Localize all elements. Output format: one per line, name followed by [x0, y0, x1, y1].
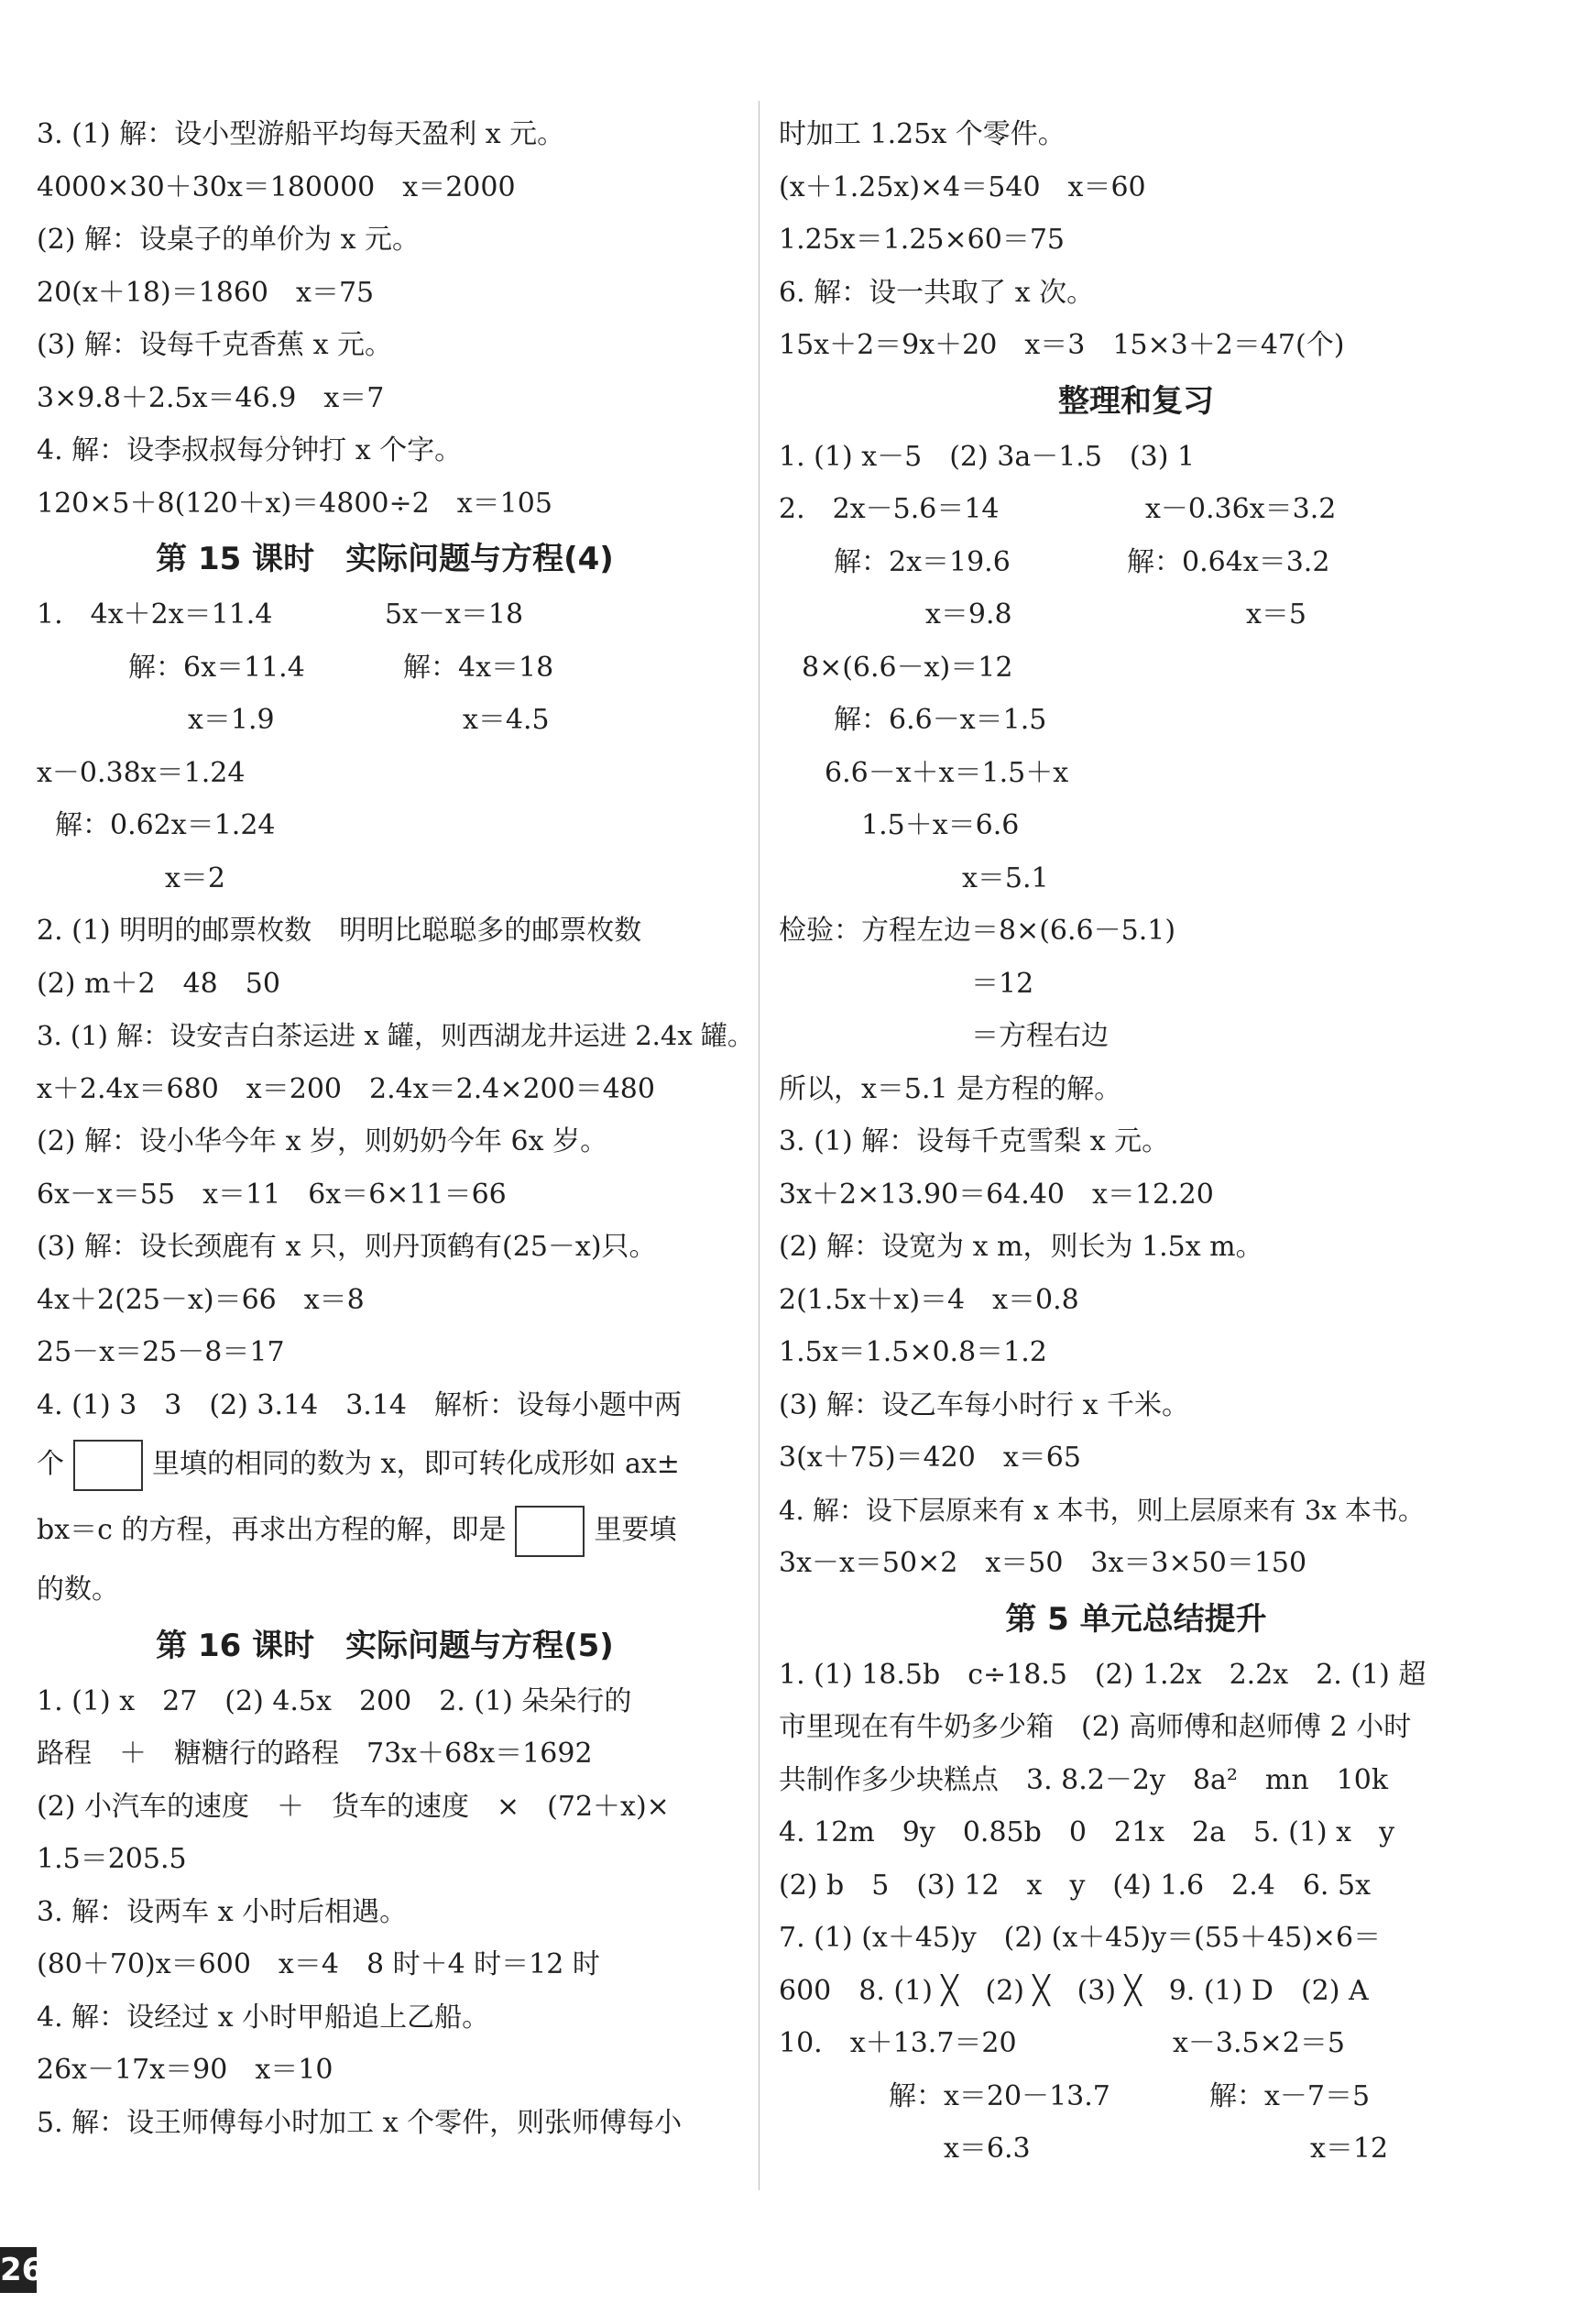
answer-line — [779, 2070, 1493, 2123]
equation: 解：0.64x＝3.2 — [1127, 545, 1330, 578]
answer-line: (2) m＋2 48 50 — [37, 967, 280, 1000]
section-heading-lesson-15: 第 15 课时 实际问题与方程(4) — [156, 541, 614, 577]
equation: x＝1.9 — [188, 704, 275, 736]
answer-line: 6x－x＝55 x＝11 6x＝6×11＝66 — [37, 1178, 507, 1211]
answer-line: 1. (1) 18.5b c÷18.5 (2) 1.2x 2.2x 2. (1) 超 — [779, 1658, 1427, 1691]
answer-line: 4. 解：设下层原来有 x 本书，则上层原来有 3x 本书。 — [779, 1494, 1425, 1526]
answer-line: 4. 解：设李叔叔每分钟打 x 个字。 — [37, 434, 463, 466]
equation: x＝12 — [1310, 2133, 1389, 2165]
answer-line: 共制作多少块糕点 3. 8.2－2y 8a² mn 10k — [779, 1763, 1389, 1796]
column-divider — [759, 101, 760, 2190]
equation: 2. 2x－5.6＝14 — [779, 493, 1000, 525]
answer-line: ＝方程右边 — [971, 1020, 1109, 1052]
answer-line: 6.6－x＋x＝1.5＋x — [825, 756, 1069, 789]
answer-line: 1.5＋x＝6.6 — [861, 809, 1020, 841]
answer-line: 1. (1) x 27 (2) 4.5x 200 2. (1) 朵朵行的 — [37, 1684, 632, 1717]
right-column — [779, 108, 1493, 2176]
answer-line: 4. 12m 9y 0.85b 0 21x 2a 5. (1) x y — [779, 1816, 1395, 1848]
answer-line: (2) 解：设桌子的单价为 x 元。 — [37, 224, 421, 256]
equation: x＝6.3 — [944, 2133, 1031, 2165]
blank-box — [515, 1506, 585, 1557]
answer-line: 120×5＋8(120＋x)＝4800÷2 x＝105 — [37, 487, 552, 520]
answer-line — [779, 2122, 1493, 2176]
answer-line: 25－x＝25－8＝17 — [37, 1336, 285, 1368]
answer-line: x＝2 — [165, 861, 226, 894]
answer-line: 1.25x＝1.25×60＝75 — [779, 224, 1065, 256]
equation: x＝9.8 — [925, 598, 1012, 631]
answer-line: 20(x＋18)＝1860 x＝75 — [37, 276, 375, 309]
answer-line: (2) 小汽车的速度 ＋ 货车的速度 × (72＋x)× — [37, 1790, 670, 1823]
answer-line: 解：0.62x＝1.24 — [55, 809, 276, 841]
answer-line — [37, 1497, 733, 1563]
answer-line: 2(1.5x＋x)＝4 x＝0.8 — [779, 1283, 1079, 1316]
answer-line: 3x－x＝50×2 x＝50 3x＝3×50＝150 — [779, 1547, 1307, 1579]
answer-line: ＝12 — [971, 967, 1034, 1000]
blank-box — [73, 1440, 143, 1491]
answer-line: (2) 解：设小华今年 x 岁，则奶奶今年 6x 岁。 — [37, 1125, 608, 1157]
answer-line: 3(x＋75)＝420 x＝65 — [779, 1442, 1081, 1474]
answer-line: (3) 解：设长颈鹿有 x 只，则丹顶鹤有(25－x)只。 — [37, 1231, 657, 1263]
answer-line: 5. 解：设王师傅每小时加工 x 个零件，则张师傅每小 — [37, 2106, 683, 2139]
answer-line: 3. (1) 解：设小型游船平均每天盈利 x 元。 — [37, 118, 565, 150]
answer-line: 8×(6.6－x)＝12 — [802, 651, 1013, 684]
equation: x－0.36x＝3.2 — [1145, 493, 1337, 525]
answer-line: 3×9.8＋2.5x＝46.9 x＝7 — [37, 381, 385, 414]
answer-line: 1. (1) x－5 (2) 3a－1.5 (3) 1 — [779, 440, 1196, 473]
answer-line: 1.5x＝1.5×0.8＝1.2 — [779, 1336, 1047, 1368]
text-fragment: 里填的相同的数为 x，即可转化成形如 ax± — [152, 1448, 680, 1480]
answer-line: 1.5＝205.5 — [37, 1843, 187, 1875]
equation: x－3.5×2＝5 — [1173, 2027, 1345, 2059]
answer-line — [779, 483, 1493, 536]
answer-line: 3x＋2×13.90＝64.40 x＝12.20 — [779, 1178, 1214, 1211]
answer-line — [779, 588, 1493, 642]
equation: 10. x＋13.7＝20 — [779, 2027, 1017, 2059]
answer-line: 2. (1) 明明的邮票枚数 明明比聪聪多的邮票枚数 — [37, 915, 642, 947]
answer-line — [779, 2017, 1493, 2070]
answer-line: (3) 解：设乙车每小时行 x 千米。 — [779, 1388, 1190, 1421]
answer-line: 4x＋2(25－x)＝66 x＝8 — [37, 1283, 365, 1316]
answer-line: 时加工 1.25x 个零件。 — [779, 118, 1066, 150]
answer-line: (2) 解：设宽为 x m，则长为 1.5x m。 — [779, 1231, 1263, 1263]
answer-line: (3) 解：设每千克香蕉 x 元。 — [37, 329, 393, 361]
equation: 解：2x＝19.6 — [834, 545, 1011, 578]
answer-line: 路程 ＋ 糖糖行的路程 73x＋68x＝1692 — [37, 1738, 593, 1770]
answer-line: 26x－17x＝90 x＝10 — [37, 2054, 333, 2086]
answer-line: 4000×30＋30x＝180000 x＝2000 — [37, 170, 516, 203]
answer-line: 7. (1) (x＋45)y (2) (x＋45)y＝(55＋45)×6＝ — [779, 1922, 1382, 1954]
answer-line: 6. 解：设一共取了 x 次。 — [779, 276, 1095, 309]
section-heading-unit-5-summary: 第 5 单元总结提升 — [1005, 1600, 1267, 1638]
answer-line: 检验：方程左边＝8×(6.6－5.1) — [779, 915, 1176, 947]
answer-line: x＝5.1 — [962, 861, 1049, 894]
equation: 解：x－7＝5 — [1209, 2079, 1371, 2112]
text-fragment: 里要填 — [594, 1514, 677, 1546]
answer-line — [37, 642, 733, 695]
section-heading-lesson-16: 第 16 课时 实际问题与方程(5) — [156, 1627, 614, 1664]
answer-line: 4. (1) 3 3 (2) 3.14 3.14 解析：设每小题中两 — [37, 1388, 682, 1421]
text-fragment: bx＝c 的方程，再求出方程的解，即是 — [37, 1514, 507, 1546]
equation: 1. 4x＋2x＝11.4 — [37, 598, 273, 631]
equation: 解：4x＝18 — [403, 651, 554, 684]
answer-line: 3. 解：设两车 x 小时后相遇。 — [37, 1895, 408, 1928]
answer-line: 600 8. (1) ╳ (2) ╳ (3) ╳ 9. (1) D (2) A — [779, 1974, 1369, 2007]
answer-line — [37, 588, 733, 642]
answer-line — [37, 1431, 733, 1497]
text-fragment: 个 — [37, 1448, 64, 1480]
answer-line: (80＋70)x＝600 x＝4 8 时＋4 时＝12 时 — [37, 1948, 600, 1980]
answer-line — [779, 536, 1493, 589]
equation: 5x－x＝18 — [385, 598, 524, 631]
left-column — [37, 108, 754, 2149]
answer-line: 3. (1) 解：设每千克雪梨 x 元。 — [779, 1125, 1170, 1157]
answer-line: (2) b 5 (3) 12 x y (4) 1.6 2.4 6. 5x — [779, 1869, 1372, 1902]
page-number: 26 — [0, 2247, 37, 2293]
section-heading-review: 整理和复习 — [1058, 382, 1214, 420]
equation: 解：6x＝11.4 — [128, 651, 305, 684]
answer-line: 解：6.6－x＝1.5 — [834, 704, 1047, 736]
answer-line: x－0.38x＝1.24 — [37, 756, 246, 789]
answer-line — [37, 694, 733, 747]
answer-line: 4. 解：设经过 x 小时甲船追上乙船。 — [37, 2001, 490, 2034]
answer-line: x＋2.4x＝680 x＝200 2.4x＝2.4×200＝480 — [37, 1072, 655, 1105]
answer-line: (x＋1.25x)×4＝540 x＝60 — [779, 170, 1146, 203]
answer-line: 市里现在有牛奶多少箱 (2) 高师傅和赵师傅 2 小时 — [779, 1711, 1412, 1743]
equation: x＝4.5 — [463, 704, 550, 736]
answer-line: 3. (1) 解：设安吉白茶运进 x 罐，则西湖龙井运进 2.4x 罐。 — [37, 1020, 754, 1051]
equation: 解：x＝20－13.7 — [889, 2079, 1110, 2112]
answer-line: 的数。 — [37, 1574, 119, 1606]
answer-line: 所以，x＝5.1 是方程的解。 — [779, 1072, 1122, 1105]
equation: x＝5 — [1246, 598, 1307, 631]
answer-line: 15x＋2＝9x＋20 x＝3 15×3＋2＝47(个) — [779, 329, 1345, 361]
